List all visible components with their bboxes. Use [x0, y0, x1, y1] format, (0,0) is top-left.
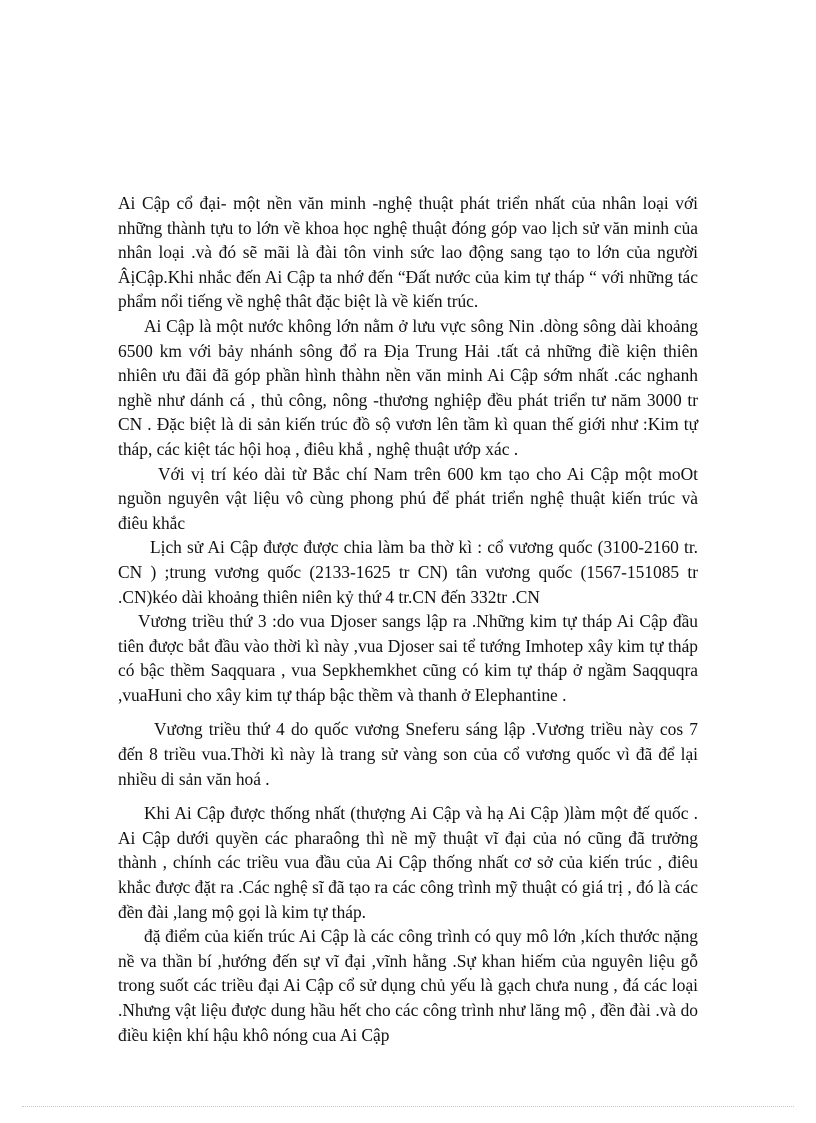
document-body	[118, 191, 698, 1047]
paragraph-fourth-dynasty: Vương triều thứ 4 do quốc vương Sneferu sáng lập .Vương triều này cos 7 đến 8 triều vua.Thời kì này là trang sử vàng son của cổ vương quốc vì đã để lại nhiều di sản văn hoá .	[118, 719, 698, 789]
page-footer-rule	[22, 1106, 794, 1107]
paragraph-history-periods: Lịch sử Ai Cập được được chia làm ba thờ kì : cổ vương quốc (3100-2160 tr. CN ) ;trung vương quốc (2133-1625 tr CN) tân vương quốc (1567-151085 tr .CN)kéo dài khoảng thiên niên kỷ thứ 4 tr.CN đến 332tr .CN	[118, 537, 698, 607]
paragraph-unification: Khi Ai Cập được thống nhất (thượng Ai Cập và hạ Ai Cập )làm một đế quốc . Ai Cập dưới quyền các pharaông thì nề mỹ thuật vĩ đại của nó cũng đã trưởng thành , chính các triều vua đầu của Ai Cập thống nhất cơ sở của kiến trúc , điêu khắc được đặt ra .Các nghệ sĩ đã tạo ra các công trình mỹ thuật có giá trị , đó là các đền đài ,lang mộ gọi là kim tự tháp.	[118, 803, 698, 922]
paragraph-third-dynasty: Vương triều thứ 3 :do vua Djoser sangs lập ra .Những kim tự tháp Ai Cập đầu tiên được bắt đầu vào thời kì này ,vua Djoser sai tể tướng Imhotep xây kim tự tháp có bậc thềm Saqquara , vua Sepkhemkhet cũng có kim tự tháp ở ngầm Saqquqra ,vuaHuni cho xây kim tự tháp bậc thềm và thanh ở Elephantine .	[118, 611, 698, 705]
paragraph-materials: Với vị trí kéo dài từ Bắc chí Nam trên 600 km tạo cho Ai Cập một moOt nguồn nguyên vật liệu vô cùng phong phú để phát triển nghệ thuật kiến trúc và điêu khắc	[118, 463, 698, 533]
paragraph-geography: Ai Cập là một nước không lớn nằm ở lưu vực sông Nin .dòng sông dài khoảng 6500 km với bảy nhánh sông đổ ra Địa Trung Hải .tất cả những điề kiện thiên nhiên ưu đãi đã góp phần hình thàhn nền văn minh Ai Cập sớm nhất .các nghanh nghề như dánh cá , thủ công, nông -thương nghiệp đều phát triển tư năm 3000 tr CN . Đặc biệt là di sản kiến trúc đồ sộ vươn lên tầm kì quan thế giới như :Kim tự tháp, các kiệt tác hội hoạ , điêu khắ , nghệ thuật ướp xác .	[118, 315, 698, 459]
paragraph-intro: Ai Cập cổ đại- một nền văn minh -nghệ thuật phát triển nhất của nhân loại với những thành tựu to lớn về khoa học nghệ thuật đóng góp vao lịch sử văn minh của nhân loại .và đó sẽ mãi là đài tôn vinh sức lao động sang tạo to lớn của người ÂịCập.Khi nhắc đến Ai Cập ta nhớ đến “Đất nước của kim tự tháp “ với những tác phẩm nổi tiếng về nghệ thât đặc biệt là về kiến trúc.	[118, 193, 698, 312]
paragraph-architecture-features: đặ điểm của kiến trúc Ai Cập là các công trình có quy mô lớn ,kích thước nặng nề va thần bí ,hướng đến sự vĩ đại ,vĩnh hằng .Sự khan hiếm của nguyên liệu gỗ trong suốt các triều đại Ai Cập cổ sử dụng chủ yếu là gạch chưa nung , đá các loại .Nhưng vật liệu được dung hầu hết cho các công trình như lăng mộ , đền đài .và do điều kiện khí hậu khô nóng cua Ai Cập	[118, 926, 698, 1045]
